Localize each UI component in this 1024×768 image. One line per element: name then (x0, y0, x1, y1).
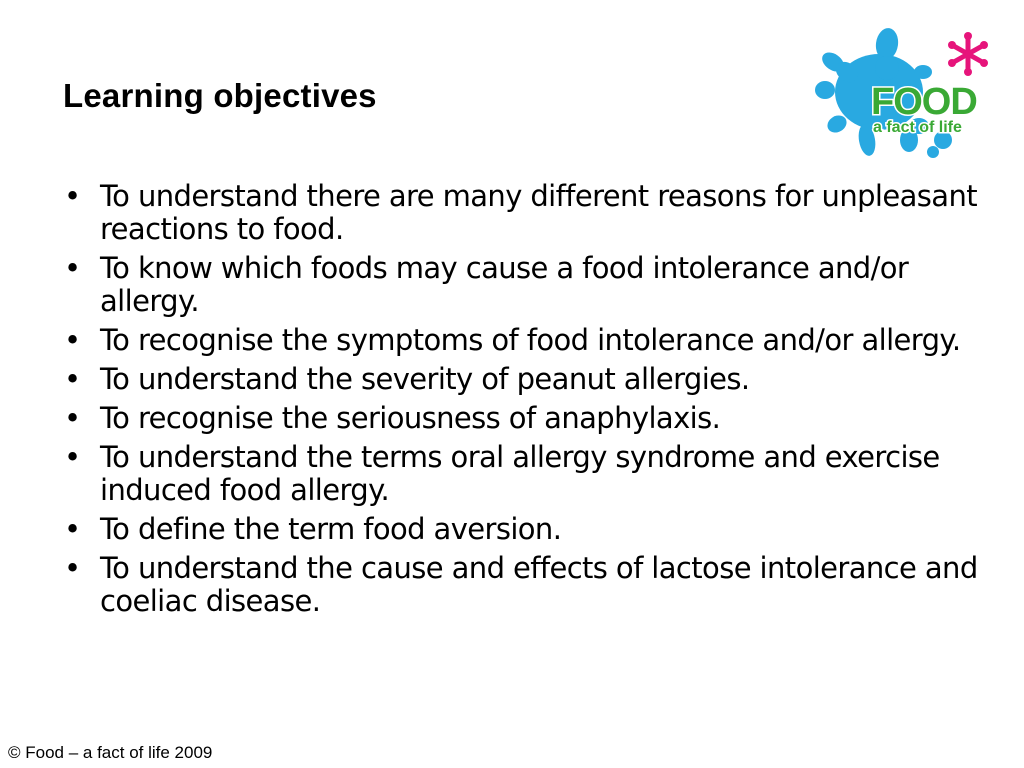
bullet-icon: • (64, 323, 81, 357)
copyright-footer: © Food – a fact of life 2009 (8, 743, 213, 762)
objective-text: To recognise the symptoms of food intolerance and/or allergy. (100, 323, 961, 357)
bullet-icon: • (64, 440, 81, 474)
objective-text: To understand the severity of peanut allergies. (100, 362, 750, 396)
bullet-icon: • (64, 251, 81, 285)
food-a-fact-of-life-logo (815, 28, 1005, 160)
objective-item (60, 513, 980, 546)
objective-item (60, 402, 980, 435)
objective-text: To recognise the seriousness of anaphylaxis. (100, 401, 721, 435)
objective-text: To define the term food aversion. (100, 512, 562, 546)
objective-item (60, 180, 980, 246)
bullet-icon: • (64, 362, 81, 396)
objective-text: To understand there are many different reasons for unpleasant reactions to food. (100, 179, 978, 246)
objective-item (60, 324, 980, 357)
bullet-icon: • (64, 512, 81, 546)
star-icon (952, 36, 984, 72)
bullet-icon: • (64, 551, 81, 585)
objective-item (60, 363, 980, 396)
logo-graphic (815, 28, 1005, 160)
bullet-icon: • (64, 401, 81, 435)
logo-word: FOOD (871, 81, 977, 123)
objectives-list (60, 180, 980, 624)
objective-text: To know which foods may cause a food intolerance and/or allergy. (100, 251, 909, 318)
objective-text: To understand the cause and effects of lactose intolerance and coeliac disease. (100, 551, 978, 618)
objective-item (60, 441, 980, 507)
slide-title: Learning objectives (63, 77, 377, 114)
logo-tagline: a fact of life (873, 119, 962, 136)
objective-item (60, 252, 980, 318)
bullet-icon: • (64, 179, 81, 213)
objective-item (60, 552, 980, 618)
objective-text: To understand the terms oral allergy syndrome and exercise induced food allergy. (100, 440, 940, 507)
